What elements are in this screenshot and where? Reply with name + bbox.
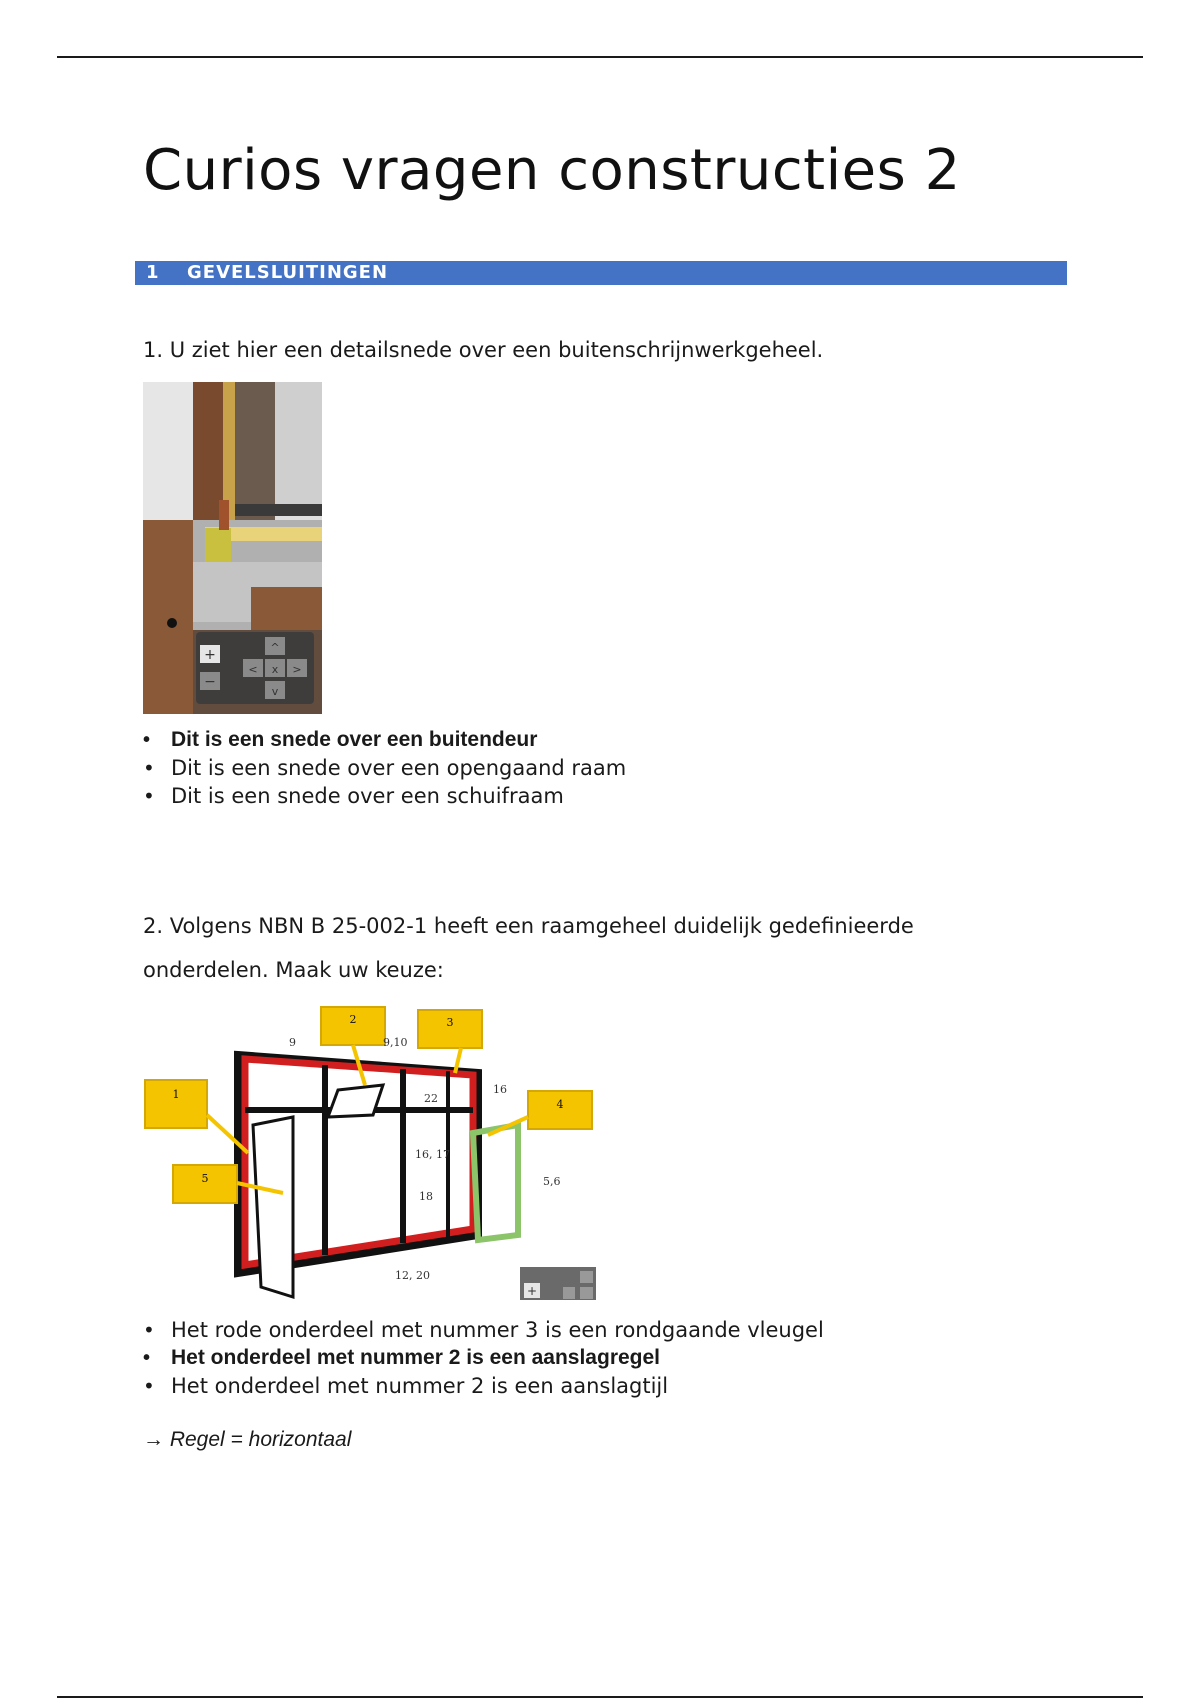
svg-text:+: +	[204, 647, 216, 663]
option-2c[interactable]: • Het onderdeel met nummer 2 is een aanslagtijl	[143, 1372, 824, 1400]
svg-text:1: 1	[172, 1088, 180, 1101]
pan-right-button[interactable]	[287, 659, 307, 677]
pan-down-button[interactable]	[265, 681, 285, 699]
footer-rule	[57, 1696, 1143, 1698]
option-2a[interactable]: • Het rode onderdeel met nummer 3 is een rondgaande vleugel	[143, 1316, 824, 1344]
zoom-out-button[interactable]	[200, 672, 220, 690]
svg-text:2: 2	[349, 1013, 357, 1026]
pan-up-button[interactable]	[265, 637, 285, 655]
svg-text:>: >	[292, 663, 302, 676]
svg-text:^: ^	[270, 641, 280, 654]
section-number: 1	[146, 262, 160, 283]
answer-note: → Regel = horizontaal	[143, 1428, 352, 1451]
diagram-zoom-in-button[interactable]	[524, 1283, 540, 1298]
option-1c[interactable]: • Dit is een snede over een schuifraam	[143, 782, 626, 810]
part-label: 9	[289, 1036, 296, 1049]
question-1-text: 1. U ziet hier een detailsnede over een buitenschrijnwerkgeheel.	[143, 338, 824, 362]
viewer-controls	[196, 632, 314, 704]
question-1-options	[143, 726, 626, 810]
diagram-viewer-controls	[520, 1267, 596, 1300]
section-heading-bar	[135, 261, 1067, 285]
svg-text:x: x	[271, 663, 279, 676]
part-label: 16	[493, 1083, 507, 1096]
svg-text:+: +	[526, 1284, 538, 1298]
part-label: 16, 17	[415, 1148, 450, 1161]
part-label: 12, 20	[395, 1269, 430, 1282]
svg-text:<: <	[248, 663, 258, 676]
part-label: 18	[419, 1190, 433, 1203]
section-heading: GEVELSLUITINGEN	[187, 262, 389, 283]
question-2-text-line2: onderdelen. Maak uw keuze:	[143, 958, 444, 982]
header-rule	[57, 56, 1143, 58]
pan-center-button[interactable]	[265, 659, 285, 677]
question-2-options	[143, 1316, 824, 1400]
part-label: 22	[424, 1092, 438, 1105]
part-label: 9,10	[383, 1036, 408, 1049]
option-1b[interactable]: • Dit is een snede over een opengaand raam	[143, 754, 626, 782]
option-1a[interactable]: • Dit is een snede over een buitendeur	[143, 726, 626, 754]
left-sash	[253, 1117, 293, 1297]
part-label: 5,6	[543, 1175, 561, 1188]
svg-text:v: v	[271, 685, 279, 698]
svg-text:4: 4	[556, 1098, 564, 1111]
svg-text:3: 3	[446, 1016, 454, 1029]
window-frame-diagram	[143, 1005, 597, 1300]
pan-left-button[interactable]	[243, 659, 263, 677]
zoom-in-button[interactable]	[200, 645, 220, 663]
detail-section-image	[143, 382, 322, 714]
option-2b[interactable]: • Het onderdeel met nummer 2 is een aanslagregel	[143, 1344, 824, 1372]
svg-text:−: −	[204, 674, 216, 690]
page-title: Curios vragen constructies 2	[143, 138, 961, 203]
svg-text:5: 5	[201, 1172, 209, 1185]
question-2-text-line1: 2. Volgens NBN B 25-002-1 heeft een raamgeheel duidelijk gedefinieerde	[143, 914, 914, 938]
